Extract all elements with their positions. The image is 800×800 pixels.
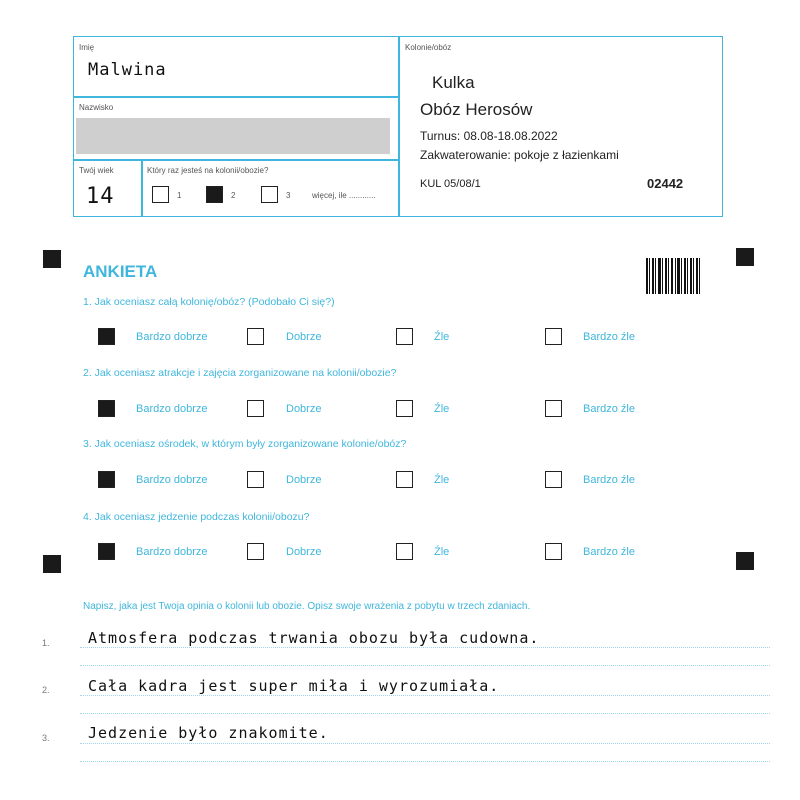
times-option-1: 1 [177,191,182,200]
q4-option-zle-checkbox[interactable] [396,543,413,560]
surname-label: Nazwisko [79,103,114,112]
opinion-line-1-text[interactable]: Atmosfera podczas trwania obozu była cudowna. [88,629,540,647]
survey-title: ANKIETA [83,262,158,281]
opinion-line-2-rule [80,695,770,696]
opinion-line-3-text[interactable]: Jedzenie było znakomite. [88,724,329,742]
q2-option-bardzo-dobrze-checkbox[interactable] [98,400,115,417]
times-label: Który raz jesteś na kolonii/obozie? [147,166,269,175]
q3-option-bardzo-dobrze-label: Bardzo dobrze [136,474,208,486]
times-checkbox-3[interactable] [261,186,278,203]
q4-option-bardzo-dobrze-checkbox[interactable] [98,543,115,560]
camp-code: KUL 05/08/1 [420,178,481,190]
registration-marker-mid-right [736,552,754,570]
opinion-line-2-number: 2. [42,685,50,695]
times-checkbox-2[interactable] [206,186,223,203]
opinion-line-2-rule-extra [80,713,770,714]
opinion-line-1-rule-extra [80,665,770,666]
q4-option-bardzo-zle-label: Bardzo źle [583,546,635,558]
q1-option-zle-checkbox[interactable] [396,328,413,345]
q4-option-zle-label: Źle [434,546,450,558]
q3-option-bardzo-dobrze-checkbox[interactable] [98,471,115,488]
q2-option-bardzo-zle-label: Bardzo źle [583,403,635,415]
question-2-text: 2. Jak oceniasz atrakcje i zajęcia zorganizowane na kolonii/obozie? [83,367,397,379]
times-option-2: 2 [231,191,236,200]
q3-option-bardzo-zle-label: Bardzo źle [583,474,635,486]
q4-option-bardzo-zle-checkbox[interactable] [545,543,562,560]
q3-option-dobrze-label: Dobrze [286,474,322,486]
q3-option-dobrze-checkbox[interactable] [247,471,264,488]
age-label: Twój wiek [79,166,114,175]
q4-option-bardzo-dobrze-label: Bardzo dobrze [136,546,208,558]
q3-option-zle-checkbox[interactable] [396,471,413,488]
age-value[interactable]: 14 [86,184,115,209]
question-3-text: 3. Jak oceniasz ośrodek, w którym były zorganizowane kolonie/obóz? [83,438,407,450]
camp-number: 02442 [647,176,684,191]
q3-option-bardzo-zle-checkbox[interactable] [545,471,562,488]
opinion-line-1-rule [80,647,770,648]
q2-option-zle-checkbox[interactable] [396,400,413,417]
registration-marker-mid-left [43,555,61,573]
q2-option-dobrze-checkbox[interactable] [247,400,264,417]
q2-option-zle-label: Źle [434,403,450,415]
surname-redacted [76,118,390,154]
camp-label: Kolonie/obóz [405,43,452,52]
opinion-line-3-number: 3. [42,733,50,743]
q4-option-dobrze-checkbox[interactable] [247,543,264,560]
q1-option-bardzo-zle-label: Bardzo źle [583,331,635,343]
barcode-icon [646,258,700,294]
name-label: Imię [79,43,95,52]
camp-turnus: Turnus: 08.08-18.08.2022 [420,129,558,143]
q2-option-bardzo-dobrze-label: Bardzo dobrze [136,403,208,415]
opinion-line-2-text[interactable]: Cała kadra jest super miła i wyrozumiała. [88,677,500,695]
opinion-line-3-rule-extra [80,761,770,762]
camp-name: Kulka [432,73,475,92]
registration-marker-top-left [43,250,61,268]
q1-option-bardzo-dobrze-checkbox[interactable] [98,328,115,345]
q1-option-dobrze-checkbox[interactable] [247,328,264,345]
times-option-3: 3 [286,191,291,200]
q1-option-bardzo-dobrze-label: Bardzo dobrze [136,331,208,343]
name-value[interactable]: Malwina [88,60,167,80]
times-more-label: więcej, ile ............ [312,191,376,200]
header-divider-1 [73,96,399,98]
q1-option-bardzo-zle-checkbox[interactable] [545,328,562,345]
camp-accommodation: Zakwaterowanie: pokoje z łazienkami [420,148,619,162]
opinion-prompt: Napisz, jaka jest Twoja opinia o kolonii lub obozie. Opisz swoje wrażenia z pobytu w trzech zdaniach. [83,601,531,612]
camp-subtitle: Obóz Herosów [420,100,533,119]
q4-option-dobrze-label: Dobrze [286,546,322,558]
q2-option-dobrze-label: Dobrze [286,403,322,415]
registration-marker-top-right [736,248,754,266]
q1-option-dobrze-label: Dobrze [286,331,322,343]
header-divider-2 [73,159,399,161]
barcode [646,258,700,294]
header-divider-vertical [398,36,400,217]
q3-option-zle-label: Źle [434,474,450,486]
question-4-text: 4. Jak oceniasz jedzenie podczas kolonii/obozu? [83,511,310,523]
question-1-text: 1. Jak oceniasz całą kolonię/obóz? (Podobało Ci się?) [83,296,335,308]
opinion-line-1-number: 1. [42,638,50,648]
q2-option-bardzo-zle-checkbox[interactable] [545,400,562,417]
header-divider-3 [141,159,143,217]
opinion-line-3-rule [80,743,770,744]
times-checkbox-1[interactable] [152,186,169,203]
q1-option-zle-label: Źle [434,331,450,343]
